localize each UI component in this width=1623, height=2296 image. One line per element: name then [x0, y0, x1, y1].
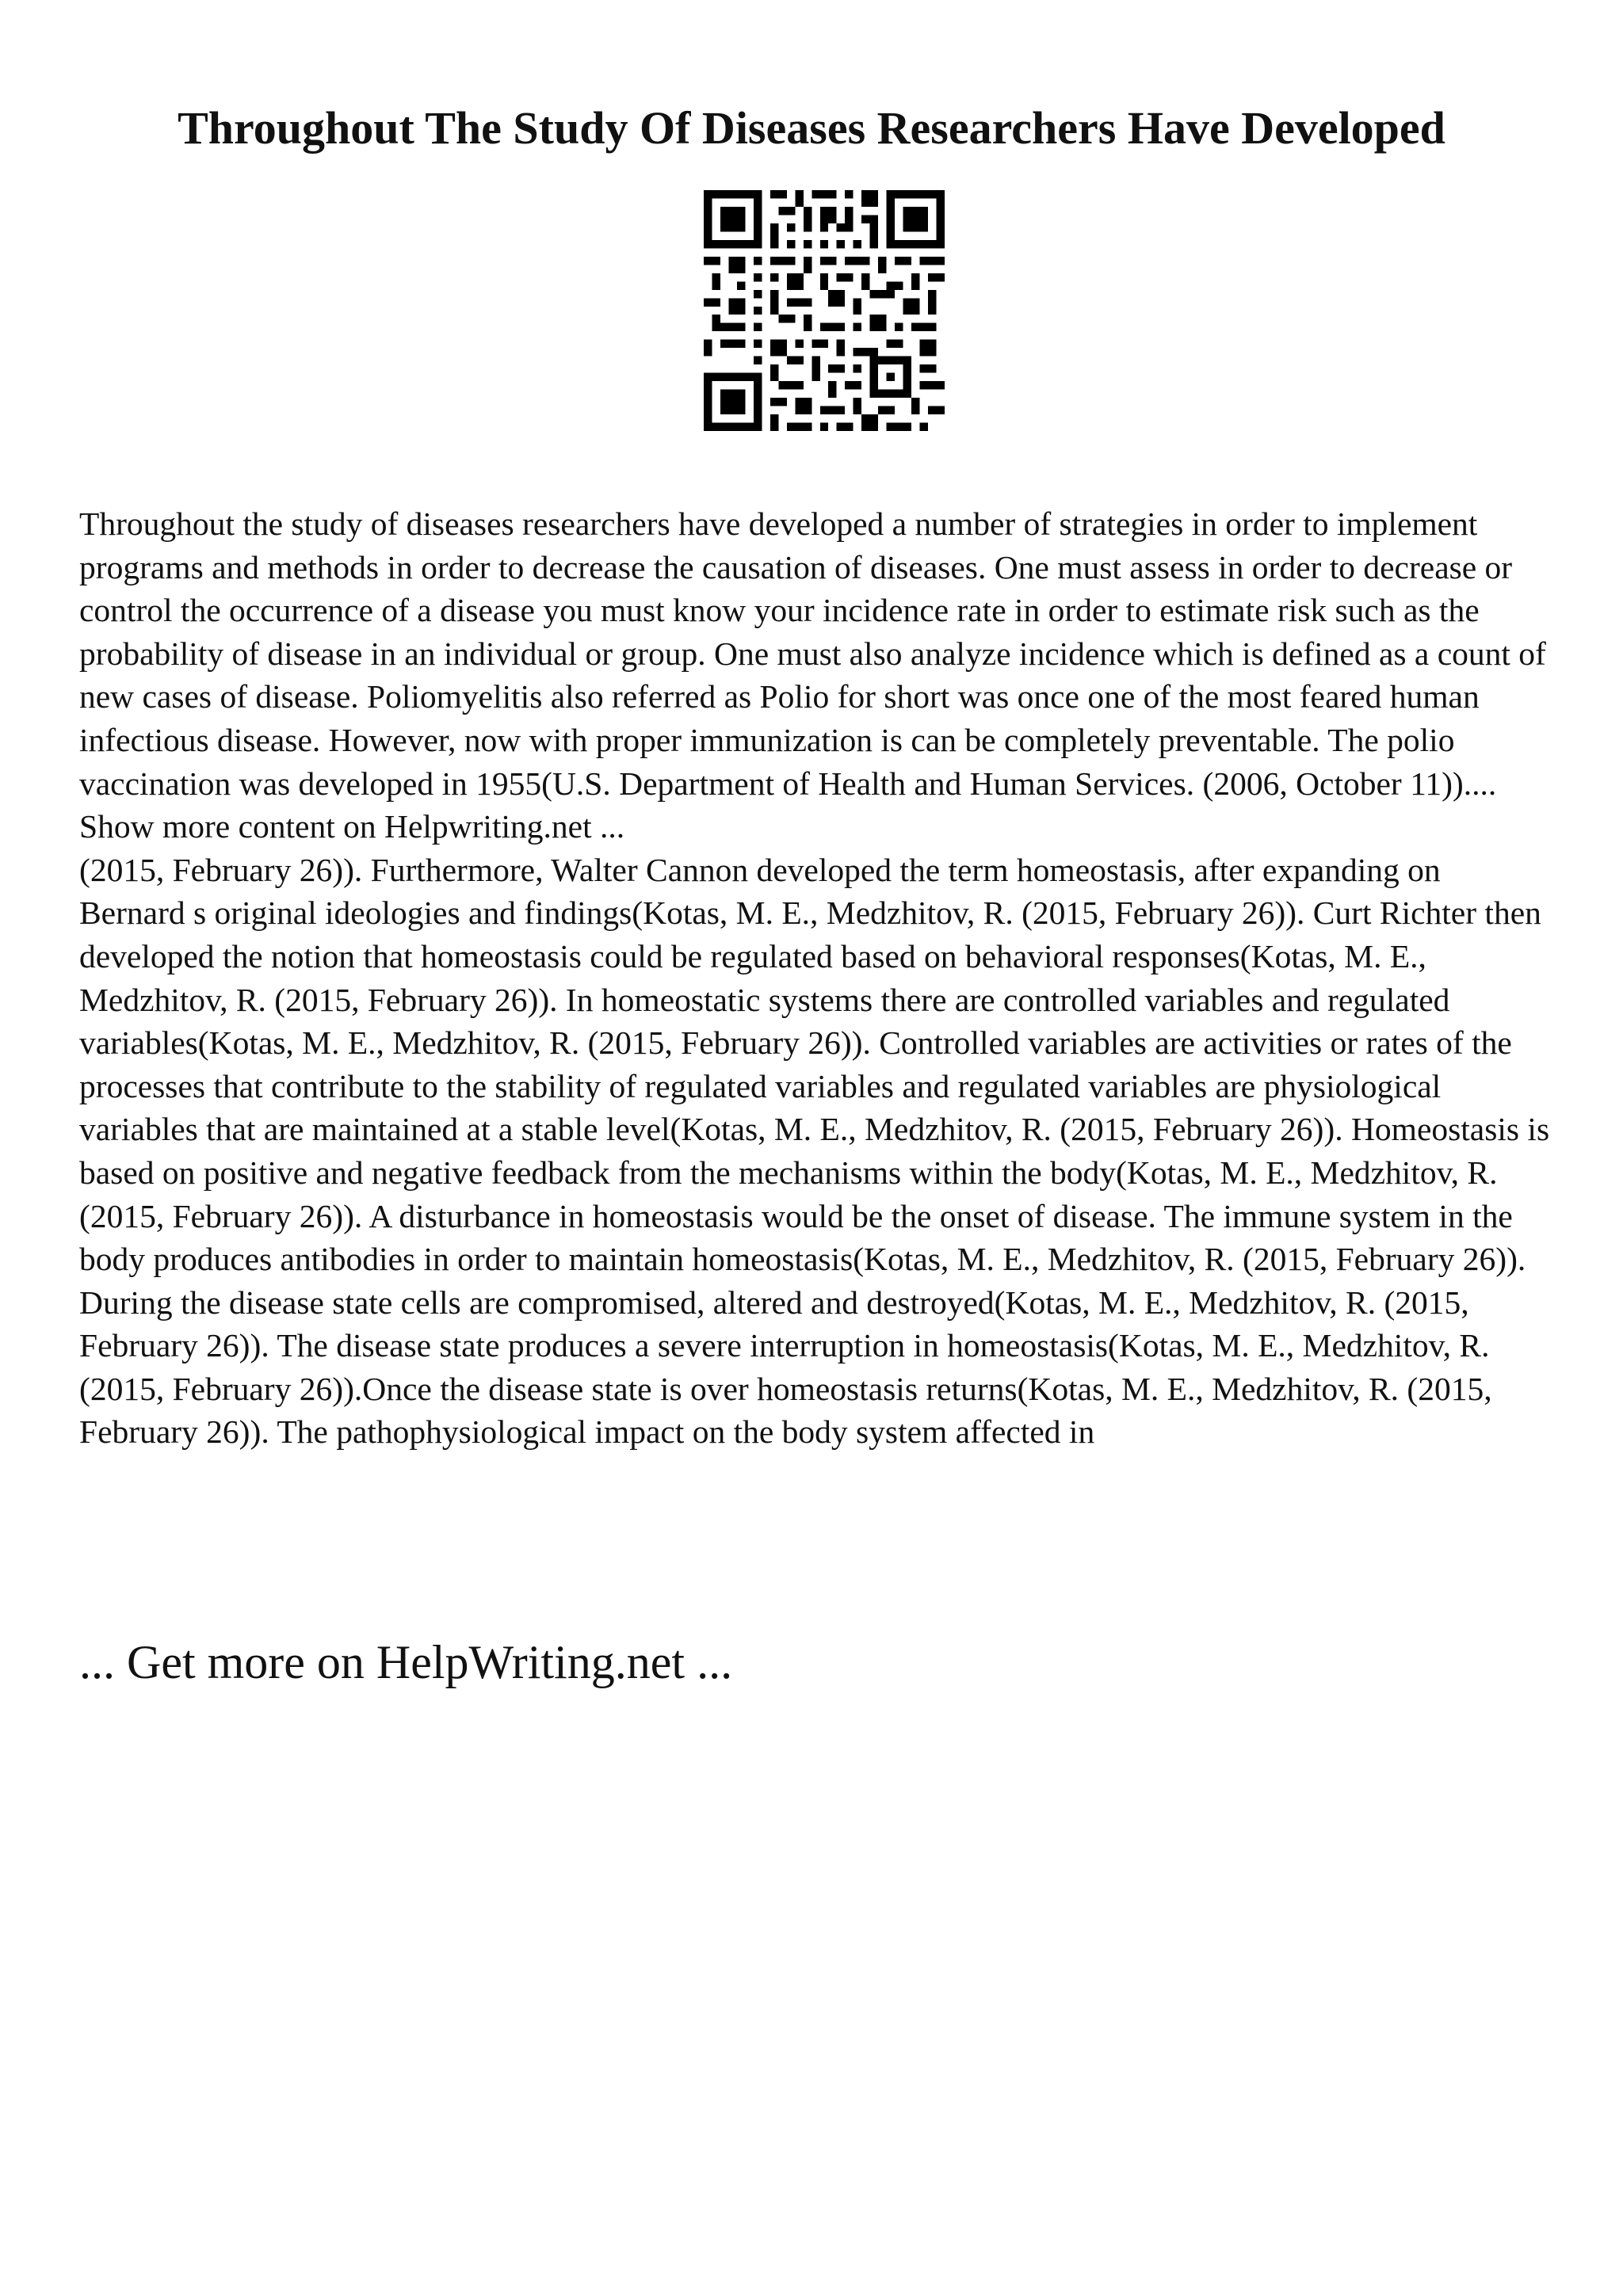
- qr-code-icon: [704, 190, 945, 431]
- document-title: Throughout The Study Of Diseases Researchers Have Developed: [178, 102, 1445, 154]
- article-body: [79, 502, 1553, 1454]
- paragraph-continuation: (2015, February 26)). Furthermore, Walter Cannon developed the term homeostasis, after expanding on Bernard s original ideologies and findings(Kotas, M. E., Medzhitov, R. (2015, February 26)). Curt Richter then developed the notion that homeostasis could be regulated based on behavioral responses(Kotas, M. E., Medzhitov, R. (2015, February 26)). In homeostatic systems there are controlled variables and regulated variables(Kotas, M. E., Medzhitov, R. (2015, February 26)). Controlled variables are activities or rates of the processes that contribute to the stability of regulated variables and regulated variables are physiological variables that are maintained at a stable level(Kotas, M. E., Medzhitov, R. (2015, February 26)). Homeostasis is based on positive and negative feedback from the mechanisms within the body(Kotas, M. E., Medzhitov, R. (2015, February 26)). A disturbance in homeostasis would be the onset of disease. The immune system in the body produces antibodies in order to maintain homeostasis(Kotas, M. E., Medzhitov, R. (2015, February 26)). During the disease state cells are compromised, altered and destroyed(Kotas, M. E., Medzhitov, R. (2015, February 26)). The disease state produces a severe interruption in homeostasis(Kotas, M. E., Medzhitov, R. (2015, February 26)).Once the disease state is over homeostasis returns(Kotas, M. E., Medzhitov, R. (2015, February 26)). The pathophysiological impact on the body system affected in: [79, 851, 1550, 1451]
- paragraph-intro: Throughout the study of diseases researchers have developed a number of strategies in order to implement programs and methods in order to decrease the causation of diseases. One must assess in order to decrease or control the occurrence of a disease you must know your incidence rate in order to estimate risk such as the probability of disease in an individual or group. One must also analyze incidence which is defined as a count of new cases of disease. Poliomyelitis also referred as Polio for short was once one of the most feared human infectious disease. However, now with proper immunization is can be completely preventable. The polio vaccination was developed in 1955(U.S. Department of Health and Human Services. (2006, October 11))....: [79, 505, 1546, 802]
- get-more-link[interactable]: ... Get more on HelpWriting.net ...: [79, 1636, 733, 1688]
- show-more-link[interactable]: Show more content on Helpwriting.net ...: [79, 808, 625, 845]
